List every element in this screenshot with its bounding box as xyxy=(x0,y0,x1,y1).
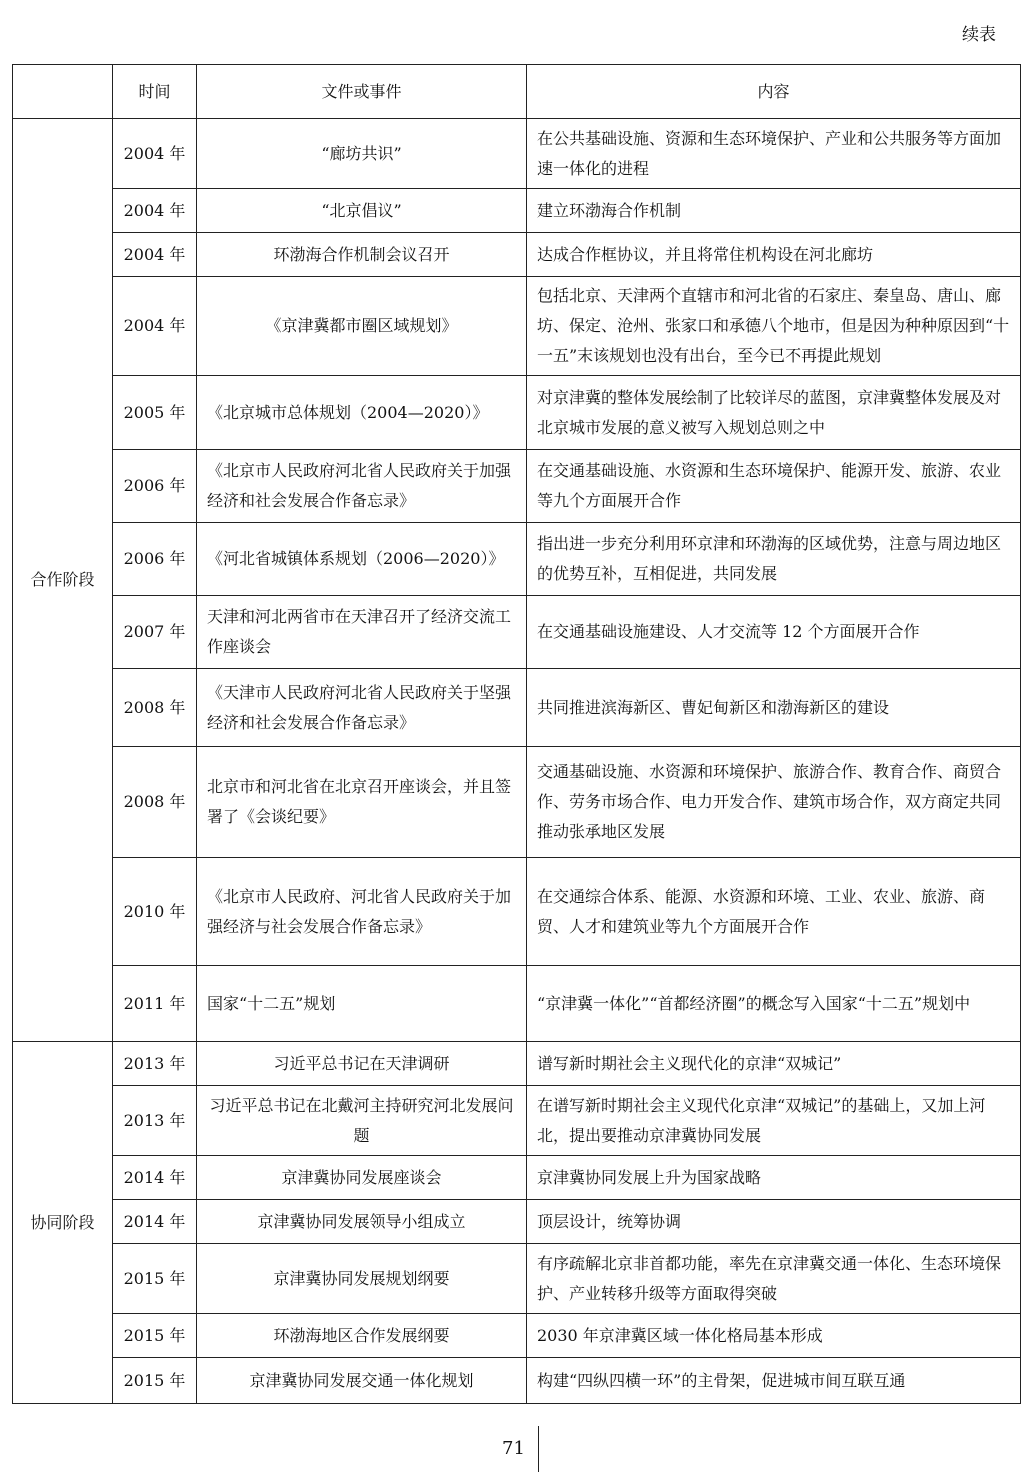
event-cell: 《北京市人民政府河北省人民政府关于加强经济和社会发展合作备忘录》 xyxy=(197,450,527,523)
content-cell: 交通基础设施、水资源和环境保护、旅游合作、教育合作、商贸合作、劳务市场合作、电力开发合作、建筑市场合作，双方商定共同推动张承地区发展 xyxy=(527,747,1021,858)
continued-label: 续表 xyxy=(962,25,996,45)
table-row xyxy=(13,596,1021,669)
table-row xyxy=(13,450,1021,523)
content-cell: 对京津冀的整体发展绘制了比较详尽的蓝图，京津冀整体发展及对北京城市发展的意义被写入规划总则之中 xyxy=(527,376,1021,450)
table-row xyxy=(13,858,1021,966)
content-cell: 在交通基础设施、水资源和生态环境保护、能源开发、旅游、农业等九个方面展开合作 xyxy=(527,450,1021,523)
event-cell: 环渤海地区合作发展纲要 xyxy=(197,1314,527,1358)
table-row xyxy=(13,189,1021,233)
content-cell: 在公共基础设施、资源和生态环境保护、产业和公共服务等方面加速一体化的进程 xyxy=(527,119,1021,189)
year-cell: 2013 年 xyxy=(113,1042,197,1086)
table-row xyxy=(13,277,1021,376)
year-cell: 2004 年 xyxy=(113,277,197,376)
event-cell: 国家“十二五”规划 xyxy=(197,966,527,1042)
header-content: 内容 xyxy=(527,65,1021,119)
year-cell: 2008 年 xyxy=(113,669,197,747)
year-cell: 2013 年 xyxy=(113,1086,197,1156)
stage-cell: 协同阶段 xyxy=(13,1042,113,1404)
table-row xyxy=(13,1314,1021,1358)
content-cell: 共同推进滨海新区、曹妃甸新区和渤海新区的建设 xyxy=(527,669,1021,747)
event-cell: 北京市和河北省在北京召开座谈会，并且签署了《会谈纪要》 xyxy=(197,747,527,858)
table-row xyxy=(13,1042,1021,1086)
table-row xyxy=(13,1244,1021,1314)
content-cell: 京津冀协同发展上升为国家战略 xyxy=(527,1156,1021,1200)
table-row xyxy=(13,1156,1021,1200)
event-cell: 《天津市人民政府河北省人民政府关于坚强经济和社会发展合作备忘录》 xyxy=(197,669,527,747)
year-cell: 2015 年 xyxy=(113,1244,197,1314)
content-cell: 指出进一步充分利用环京津和环渤海的区域优势，注意与周边地区的优势互补，互相促进，共同发展 xyxy=(527,523,1021,596)
event-cell: “廊坊共识” xyxy=(197,119,527,189)
stage-cell: 合作阶段 xyxy=(13,119,113,1042)
page-number: 71 xyxy=(502,1438,525,1459)
event-cell: 京津冀协同发展领导小组成立 xyxy=(197,1200,527,1244)
content-cell: “京津冀一体化”“首都经济圈”的概念写入国家“十二五”规划中 xyxy=(527,966,1021,1042)
year-cell: 2008 年 xyxy=(113,747,197,858)
table-row xyxy=(13,376,1021,450)
event-cell: 京津冀协同发展座谈会 xyxy=(197,1156,527,1200)
event-cell: 京津冀协同发展交通一体化规划 xyxy=(197,1358,527,1404)
table-header-row xyxy=(13,65,1021,119)
year-cell: 2006 年 xyxy=(113,450,197,523)
event-cell: 《京津冀都市圈区域规划》 xyxy=(197,277,527,376)
table-row xyxy=(13,966,1021,1042)
timeline-table xyxy=(12,64,1021,1404)
event-cell: 《河北省城镇体系规划（2006—2020）》 xyxy=(197,523,527,596)
event-cell: 《北京城市总体规划（2004—2020）》 xyxy=(197,376,527,450)
table-row xyxy=(13,523,1021,596)
content-cell: 谱写新时期社会主义现代化的京津“双城记” xyxy=(527,1042,1021,1086)
year-cell: 2014 年 xyxy=(113,1200,197,1244)
table-row xyxy=(13,119,1021,189)
content-cell: 在谱写新时期社会主义现代化京津“双城记”的基础上，又加上河北，提出要推动京津冀协同发展 xyxy=(527,1086,1021,1156)
table-row xyxy=(13,233,1021,277)
year-cell: 2015 年 xyxy=(113,1358,197,1404)
event-cell: 天津和河北两省市在天津召开了经济交流工作座谈会 xyxy=(197,596,527,669)
year-cell: 2005 年 xyxy=(113,376,197,450)
year-cell: 2010 年 xyxy=(113,858,197,966)
year-cell: 2004 年 xyxy=(113,189,197,233)
year-cell: 2006 年 xyxy=(113,523,197,596)
year-cell: 2004 年 xyxy=(113,233,197,277)
event-cell: 京津冀协同发展规划纲要 xyxy=(197,1244,527,1314)
table-row xyxy=(13,669,1021,747)
event-cell: “北京倡议” xyxy=(197,189,527,233)
year-cell: 2014 年 xyxy=(113,1156,197,1200)
year-cell: 2011 年 xyxy=(113,966,197,1042)
year-cell: 2015 年 xyxy=(113,1314,197,1358)
content-cell: 2030 年京津冀区域一体化格局基本形成 xyxy=(527,1314,1021,1358)
content-cell: 顶层设计，统筹协调 xyxy=(527,1200,1021,1244)
event-cell: 习近平总书记在北戴河主持研究河北发展问题 xyxy=(197,1086,527,1156)
table-row xyxy=(13,1358,1021,1404)
year-cell: 2007 年 xyxy=(113,596,197,669)
content-cell: 包括北京、天津两个直辖市和河北省的石家庄、秦皇岛、唐山、廊坊、保定、沧州、张家口和承德八个地市，但是因为种种原因到“十一五”末该规划也没有出台，至今已不再提此规划 xyxy=(527,277,1021,376)
event-cell: 《北京市人民政府、河北省人民政府关于加强经济与社会发展合作备忘录》 xyxy=(197,858,527,966)
event-cell: 环渤海合作机制会议召开 xyxy=(197,233,527,277)
content-cell: 达成合作框协议，并且将常住机构设在河北廊坊 xyxy=(527,233,1021,277)
content-cell: 构建“四纵四横一环”的主骨架，促进城市间互联互通 xyxy=(527,1358,1021,1404)
header-time: 时间 xyxy=(113,65,197,119)
page-number-divider xyxy=(538,1426,539,1472)
event-cell: 习近平总书记在天津调研 xyxy=(197,1042,527,1086)
year-cell: 2004 年 xyxy=(113,119,197,189)
content-cell: 建立环渤海合作机制 xyxy=(527,189,1021,233)
table-row xyxy=(13,1086,1021,1156)
table-row xyxy=(13,1200,1021,1244)
content-cell: 在交通基础设施建设、人才交流等 12 个方面展开合作 xyxy=(527,596,1021,669)
table-row xyxy=(13,747,1021,858)
content-cell: 在交通综合体系、能源、水资源和环境、工业、农业、旅游、商贸、人才和建筑业等九个方面展开合作 xyxy=(527,858,1021,966)
header-event: 文件或事件 xyxy=(197,65,527,119)
content-cell: 有序疏解北京非首都功能，率先在京津冀交通一体化、生态环境保护、产业转移升级等方面取得突破 xyxy=(527,1244,1021,1314)
header-stage xyxy=(13,65,113,119)
